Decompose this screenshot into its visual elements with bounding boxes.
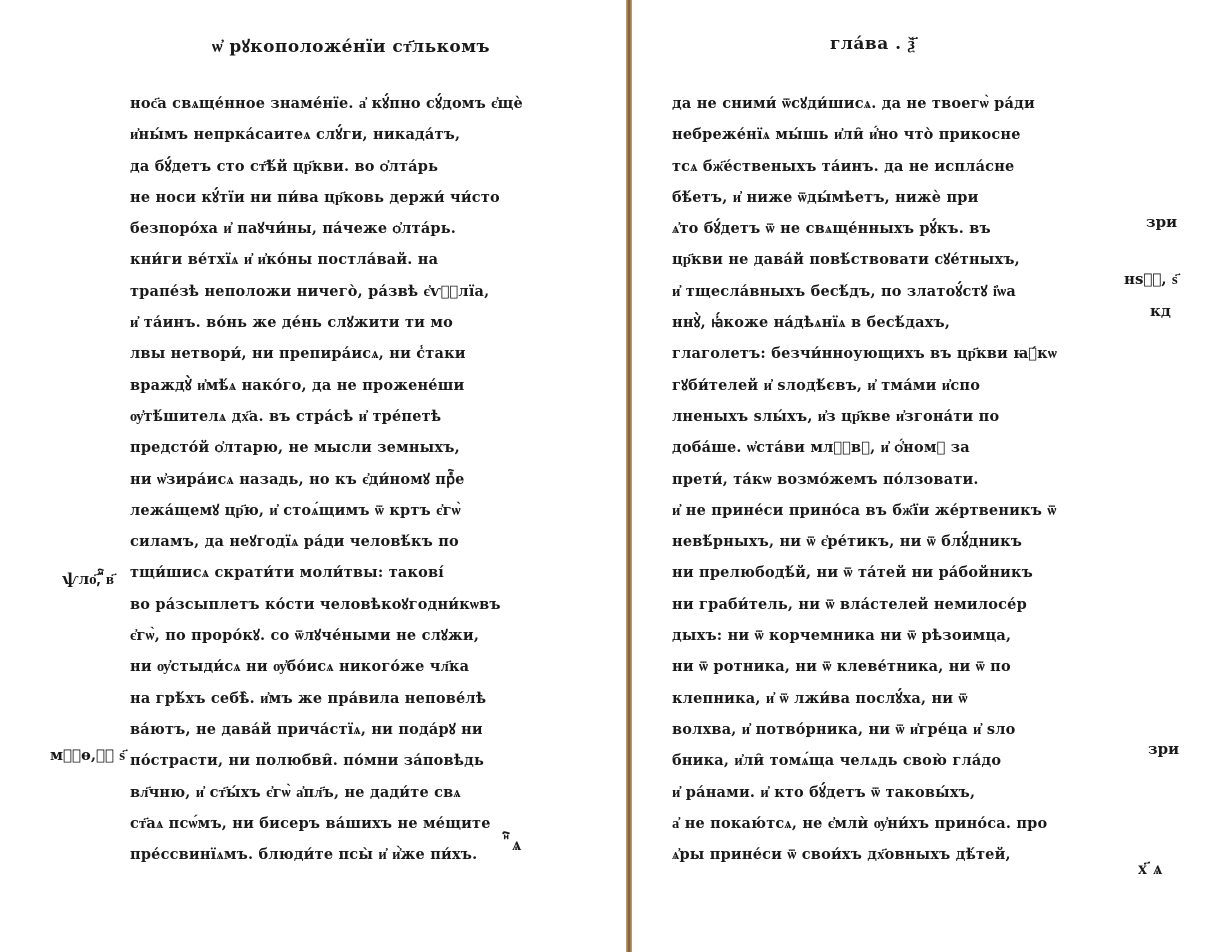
text-line: тщи́шисѧ скрати́ти моли́твы: такові́ bbox=[130, 564, 445, 582]
text-line: ни прелюбодѣ́й, ни ѿ та́тей ни ра́бойникъ bbox=[672, 564, 1033, 582]
text-line: трапе́зѣ неположи ничего̀, ра́звѣ є҆ѵⷢ҇лїа, bbox=[130, 282, 490, 300]
margin-note-number: кд bbox=[1150, 302, 1171, 320]
text-line: и҆ ра́нами. и҆ кто бꙋ́детъ ѿ таковы́хъ, bbox=[672, 783, 976, 801]
text-line: доба́ше. ѡ҆ста́ви млⷮ҇вꙋ, и҆ ѻ҆́номꙋ за bbox=[672, 439, 970, 457]
text-line: и҆ны́мъ непрка́саитеѧ слꙋ́ги, никада́тъ, bbox=[130, 126, 461, 144]
text-line: лвы нетвори́, ни препира́исѧ, ни с̾таки bbox=[130, 345, 466, 363]
margin-note-matthew: мⷴ҇ѳ,ⷽ҇ ѕ҃ bbox=[50, 746, 126, 764]
right-page bbox=[632, 0, 1224, 952]
text-line: глаголетъ: безчи́нноующихъ въ цр҃кви ꙗ҆́кѡ bbox=[672, 345, 1058, 363]
left-page-header: ѡ҆ рꙋкоположе́нїи ст҃лькомъ bbox=[212, 37, 491, 57]
left-page-text bbox=[130, 88, 570, 870]
text-line: прети́, та́кѡ возмо́жемъ по́лзовати. bbox=[672, 470, 979, 488]
text-line: бѣ́етъ, и҆ ниже ѿды́мѣетъ, нижѐ при bbox=[672, 188, 979, 206]
signature-mark-left: ⷩ҇ ѧ bbox=[506, 834, 522, 855]
text-line: небреже́нїѧ мы́шь и҆ли̑ и҆́но что̀ прикосне bbox=[672, 126, 1021, 144]
text-line: лненыхъ ѕлы́хъ, и҆з цр҃кве и҆згона́ти по bbox=[672, 407, 1000, 425]
text-line: на грѣ́хъ себѣ̀. и҆мъ же пра́вила непове́лѣ bbox=[130, 689, 487, 707]
text-line: невѣ́рныхъ, ни ѿ є҆ре́тикъ, ни ѿ блꙋ́дникъ bbox=[672, 533, 1023, 551]
text-line: враждꙋ̀ и҆мѣ́ѧ нако́го, да не прожене́ши bbox=[130, 376, 465, 394]
margin-note-see: зри bbox=[1148, 740, 1180, 758]
text-line: є҆гѡ̀, по проро́кꙋ. со ѿлꙋче́ными не слꙋжи, bbox=[130, 627, 480, 645]
text-line: и҆ тщесла́вныхъ бесѣ́дъ, по златоꙋ́стꙋ і҆ѡа bbox=[672, 282, 1016, 300]
margin-note-psalm: ѱло҃,ⷨ҇ в҃ bbox=[62, 570, 115, 588]
text-line: ѹ҆тѣ́шителѧ дх҃а. въ стра́сѣ и҆ тре́петѣ bbox=[130, 407, 442, 425]
signature-mark-right: х҃ ѧ bbox=[1138, 858, 1163, 879]
text-line: волхва, и҆ потво́рника, ни ѿ и҆гре́ца и҆ ѕло bbox=[672, 720, 1016, 738]
right-page-text bbox=[672, 88, 1112, 870]
margin-note-reference: нѕⷶ҇, ѕ҃ bbox=[1124, 270, 1178, 288]
text-line: бника, и҆ли̑ томѧ́ща челѧдь свою̀ гла́до bbox=[672, 752, 1002, 770]
text-line: да бꙋ́детъ сто ст҃ѣ́й цр҃кви. во ѻ҆лта́рь bbox=[130, 157, 439, 175]
text-line: ст҃аѧ псѡ́мъ, ни бисеръ ва́шихъ не ме́щите bbox=[130, 814, 491, 832]
text-line: не носи кꙋ́тїи ни пи́ва цр҃ковь держи́ чи́сто bbox=[130, 188, 500, 206]
right-page-header: гла́ва . ѯ҃ bbox=[830, 34, 916, 54]
text-line: ни ѿ ротника, ни ѿ клеве́тника, ни ѿ по bbox=[672, 658, 1011, 676]
text-line: силамъ, да неꙋгодїѧ ра́ди человѣ́къ по bbox=[130, 533, 459, 551]
text-line: цр҃кви не дава́й повѣ́ствовати сꙋе́тныхъ, bbox=[672, 251, 1020, 269]
text-line: ннꙋ̀, ꙗ҆́коже на́дѣѧнїѧ в бесѣ́дахъ, bbox=[672, 314, 951, 332]
text-line: лежа́щемꙋ цр҃ю, и҆ стоѧ́щимъ ѿ кртъ є҆гѡ̀ bbox=[130, 501, 461, 519]
text-line: дыхъ: ни ѿ корчемника ни ѿ рѣзоимца, bbox=[672, 627, 1012, 645]
text-line: безпоро́ха и҆ паꙋчи́ны, па́чеже ѻ҆лта́рь. bbox=[130, 220, 457, 238]
text-line: пре́ссвинїѧмъ. блюди́те псы̀ и҆ и҆̀же пи́хъ. bbox=[130, 846, 478, 864]
text-line: ни ѹ҆стыди́сѧ ни ѹ҆бо́исѧ никого́же чл҃ка bbox=[130, 658, 470, 676]
text-line: ѧ҆ры прине́си ѿ свои́хъ дх҃овныхъ дѣ́тей, bbox=[672, 846, 1011, 864]
text-line: нос҃а свѧще́нное знаме́нїе. а҆ кꙋ́пно сꙋ́домъ є҆щѐ bbox=[130, 95, 523, 112]
text-line: ни ѡ҆зира́исѧ назадь, но къ є҆ди́номꙋ прⷷ҇е bbox=[130, 470, 465, 488]
text-line: да не сними́ ѿсꙋди́шисѧ. да не твоегѡ̀ ра́ди bbox=[672, 95, 1035, 112]
text-line: кни́ги ве́тхїѧ и҆ и҆ко́ны постла́вай. на bbox=[130, 251, 439, 269]
text-line: по́страсти, ни полюбви̑. по́мни за́повѣдь bbox=[130, 752, 485, 770]
text-line: а҆ не покаю́тсѧ, не є҆млѝ ѹ҆ни́хъ прино́са. про bbox=[672, 814, 1048, 832]
text-line: вл҃чню, и҆ ст҃ы́хъ є҆гѡ̀ а҆пл҃ъ, не дади́те свѧ bbox=[130, 783, 461, 801]
text-line: во ра́зсыплетъ ко́сти человѣкоꙋгодни́кѡвъ bbox=[130, 595, 501, 613]
text-line: клепника, и҆ ѿ лжи́ва послꙋ́ха, ни ѿ bbox=[672, 689, 968, 707]
text-line: ва́ютъ, не дава́й прича́стїѧ, ни пода́рꙋ ни bbox=[130, 720, 483, 738]
text-line: ни граби́тель, ни ѿ вла́стелей немилосе́р bbox=[672, 595, 1027, 613]
text-line: тсѧ бж҃е́ственыхъ та́инъ. да не испла́сне bbox=[672, 157, 1015, 175]
text-line: гꙋби́телей и҆ ѕлодѣ́євъ, и҆ тма́ми и҆спо bbox=[672, 376, 981, 394]
text-line: и҆ та́инъ. во́нь же де́нь слꙋжити ти мо bbox=[130, 314, 454, 332]
margin-note-see: зри bbox=[1146, 213, 1178, 231]
text-line: предсто́й ѻ҆лтарю, не мысли земныхъ, bbox=[130, 439, 460, 457]
text-line: и҆ не прине́си прино́са въ бж҃їи же́ртвеникъ ѿ bbox=[672, 501, 1057, 519]
text-line: ѧ҆то бꙋ́детъ ѿ не свѧще́нныхъ рꙋ́къ. въ bbox=[672, 220, 991, 238]
